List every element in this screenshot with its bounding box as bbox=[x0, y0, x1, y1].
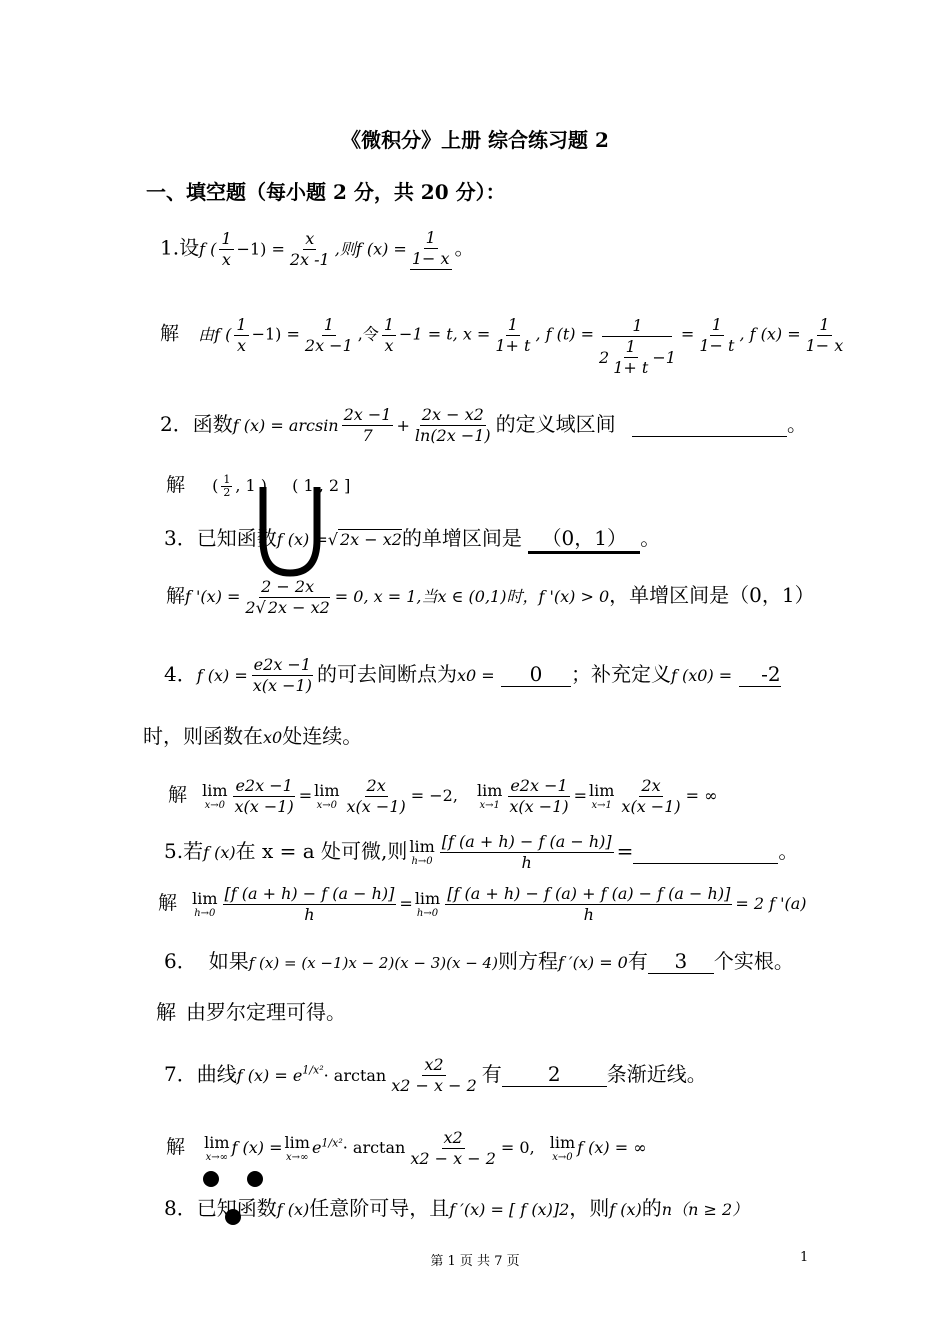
section-heading: 一、填空题（每小题 2 分，共 20 分）： bbox=[146, 180, 506, 204]
q6-label: 6． bbox=[164, 949, 197, 973]
s1-frac-c: $\frac{1}{x}$ bbox=[383, 314, 395, 355]
s7-eq: = 0, bbox=[500, 1138, 535, 1157]
q5-frac: $\frac{[f (a + h) - f (a - h)]}{h}$ bbox=[441, 832, 612, 872]
s1-p1: 由f ( bbox=[198, 324, 232, 344]
question-5 bbox=[164, 832, 798, 873]
s4-frac-b: $\frac{2x}{x(x -1)}$ bbox=[346, 776, 406, 816]
s3-label: 解 bbox=[166, 585, 186, 607]
dot-mark bbox=[247, 1171, 263, 1187]
q3-fx: f (x) = bbox=[276, 530, 328, 549]
question-2 bbox=[160, 405, 807, 446]
q2-frac-b: $\frac{2x - x2}{\ln(2x -1)}$ bbox=[414, 405, 491, 445]
q8-text1: 任意阶可导，且 bbox=[309, 1196, 450, 1220]
q7-text2: 有 bbox=[481, 1062, 502, 1086]
s3-eq: = 0, x = 1,当x ∈ (0,1)时， bbox=[334, 587, 539, 606]
s4-lim3: lim x→1 bbox=[477, 780, 503, 811]
q2-frac-a: $\frac{2x -1}{7}$ bbox=[343, 405, 392, 445]
q5-label: 5.若 bbox=[164, 839, 204, 863]
s1-label: 解 bbox=[160, 322, 180, 345]
s4-eq4: = ∞ bbox=[685, 786, 718, 805]
q8-cond: f ′(x) = [ f (x)]2 bbox=[449, 1200, 570, 1219]
s1-frac-d: $\frac{1}{1+ t}$ bbox=[495, 314, 531, 355]
q4-line2b: 处连续。 bbox=[282, 724, 363, 748]
s1-p2: −1) = bbox=[251, 324, 300, 344]
q6-text3: 有 bbox=[627, 949, 648, 973]
q4-semi: ；补充定义 bbox=[571, 662, 672, 686]
s7-lim3: lim x→0 bbox=[549, 1132, 576, 1163]
solution-3 bbox=[166, 577, 815, 618]
q7-mid: · arctan bbox=[323, 1066, 387, 1085]
s4-eq2: = −2, bbox=[410, 786, 458, 805]
s5-frac-b: $\frac{[f (a + h) - f (a) + f (a) - f (a - h)]}{h}$ bbox=[447, 884, 731, 924]
s4-lim2: lim x→0 bbox=[314, 780, 340, 811]
q7-label: 7．曲线 bbox=[164, 1062, 237, 1086]
s3-tail: ，单增区间是（0，1） bbox=[609, 583, 815, 607]
s4-eq3: = bbox=[573, 786, 588, 805]
q2-fx: f (x) = arcsin bbox=[232, 416, 339, 435]
question-7 bbox=[164, 1055, 707, 1096]
solution-5 bbox=[158, 884, 807, 925]
q5-answer-blank bbox=[633, 839, 778, 864]
s1-p6: = bbox=[680, 324, 695, 344]
s7-fx: f (x) = bbox=[231, 1138, 283, 1157]
q1-end: 。 bbox=[454, 235, 475, 260]
s4-frac-a: $\frac{e2x -1}{x(x -1)}$ bbox=[234, 776, 294, 816]
q3-end: 。 bbox=[640, 526, 661, 550]
page-footer: 第 1 页 共 7 页 bbox=[430, 1254, 520, 1269]
q8-text2: ，则 bbox=[569, 1196, 610, 1220]
s7-exp: 1/x² bbox=[321, 1136, 343, 1150]
question-4 bbox=[164, 655, 781, 696]
q7-frac: $\frac{x2}{x2 - x - 2}$ bbox=[391, 1055, 477, 1095]
q4-label: 4． bbox=[164, 662, 197, 686]
s2-open: ( bbox=[212, 476, 219, 495]
solution-6 bbox=[156, 996, 346, 1025]
s5-frac-a: $\frac{[f (a + h) - f (a - h)]}{h}$ bbox=[224, 884, 395, 924]
s2-label: 解 bbox=[166, 474, 186, 496]
solution-1 bbox=[160, 304, 848, 377]
s5-lim1: lim h→0 bbox=[192, 888, 218, 919]
q4-line2: 时，则函数在 bbox=[143, 724, 263, 748]
s7-label: 解 bbox=[166, 1136, 186, 1158]
s4-frac-d: $\frac{2x}{x(x -1)}$ bbox=[621, 776, 681, 816]
s1-frac-g: $\frac{1}{1- x}$ bbox=[805, 314, 844, 355]
q8-label: 8．已知函数 bbox=[164, 1196, 277, 1220]
q3-sqrt: √ 2x − x2 bbox=[327, 530, 402, 549]
q7-text3: 条渐近线。 bbox=[606, 1062, 707, 1086]
q6-eq: f ′(x) = 0 bbox=[557, 953, 628, 972]
q5-lim: lim h→0 bbox=[409, 836, 435, 867]
page-number: 1 bbox=[800, 1250, 809, 1265]
s4-eq1: = bbox=[298, 786, 313, 805]
s7-frac: $\frac{x2}{x2 - x - 2}$ bbox=[410, 1128, 496, 1168]
s7-mid: · arctan bbox=[342, 1138, 406, 1157]
s1-p5: , f (t) = bbox=[535, 324, 595, 344]
s5-label: 解 bbox=[158, 892, 178, 914]
question-3 bbox=[164, 522, 660, 554]
s5-lim2: lim h→0 bbox=[414, 888, 441, 919]
q6-text1: 如果 bbox=[208, 949, 249, 973]
q1-answer: $\frac{1}{1- x}$ bbox=[411, 228, 450, 268]
s1-frac-a: $\frac{1}{x}$ bbox=[236, 314, 247, 355]
question-8 bbox=[164, 1192, 748, 1221]
q7-fx: f (x) = e bbox=[236, 1066, 303, 1085]
q6-text2: 则方程 bbox=[497, 949, 558, 973]
s1-p3: ,令 bbox=[357, 324, 379, 344]
s7-e: e bbox=[311, 1138, 322, 1157]
s7-fx2: f (x) = ∞ bbox=[577, 1138, 647, 1157]
q8-text3: 的 bbox=[641, 1196, 662, 1220]
q2-label: 2．函数 bbox=[160, 412, 233, 436]
s3-frac: $\frac{2 - 2x}{2√ 2x - x2}$ bbox=[245, 577, 330, 617]
s4-frac-c: $\frac{e2x -1}{x(x -1)}$ bbox=[509, 776, 569, 816]
s4-lim1: lim x→0 bbox=[202, 780, 228, 811]
q1-frac-a: $\frac{1}{x}$ bbox=[221, 228, 232, 269]
q8-fx2: f (x) bbox=[609, 1200, 642, 1219]
s1-frac-f: $\frac{1}{1- t}$ bbox=[699, 314, 735, 355]
q4-fx: f (x) = bbox=[196, 666, 248, 685]
question-1 bbox=[160, 228, 475, 270]
q8-n: n（n ≥ 2） bbox=[661, 1200, 749, 1219]
q6-fx: f (x) = (x −1)x − 2)(x − 3)(x − 4) bbox=[248, 954, 498, 972]
q4-x0b: x0 bbox=[263, 728, 283, 747]
q5-fx: f (x) bbox=[203, 843, 236, 862]
q1-then: ,则f (x) = bbox=[334, 239, 407, 259]
q7-answer: 2 bbox=[502, 1062, 607, 1087]
s1-frac-e: 1 2 $\frac{1}{1+ t}$ −1 bbox=[599, 316, 676, 377]
q2-end: 。 bbox=[787, 412, 808, 436]
s2-rest2: ( 1 , 2 ] bbox=[292, 476, 351, 495]
q4-fx0: f (x0) = bbox=[671, 666, 733, 685]
s7-lim1: lim x→∞ bbox=[204, 1132, 230, 1163]
q3-answer: （0，1） bbox=[528, 522, 640, 554]
q1-label: 1.设 bbox=[160, 235, 200, 260]
page-title: 《微积分》上册 综合练习题 2 bbox=[341, 128, 609, 152]
q6-answer: 3 bbox=[648, 949, 714, 974]
s4-lim4: lim x→1 bbox=[589, 780, 615, 811]
q7-exp: 1/x² bbox=[302, 1063, 324, 1077]
q5-mid: 在 x = a 处可微,则 bbox=[235, 839, 408, 863]
s3-fp: f '(x) = bbox=[185, 587, 241, 606]
q2-tail: 的定义域区间 bbox=[495, 412, 616, 436]
solution-4 bbox=[168, 776, 717, 817]
q5-end: 。 bbox=[778, 839, 799, 863]
q4-x0: x0 = bbox=[456, 666, 495, 685]
q3-tail: 的单增区间是 bbox=[401, 526, 522, 550]
q4-frac: $\frac{e2x -1}{x(x -1)}$ bbox=[252, 655, 312, 695]
q1-mid: −1) = bbox=[236, 239, 285, 259]
question-4-line2 bbox=[143, 720, 362, 749]
q2-plus: + bbox=[396, 416, 410, 435]
q2-answer-blank bbox=[632, 412, 787, 437]
q4-tail: 的可去间断点为 bbox=[316, 662, 457, 686]
s6-label: 解 bbox=[156, 1000, 176, 1024]
s5-eq: = bbox=[399, 894, 413, 913]
q1-frac-b: $\frac{x}{2x -1}$ bbox=[289, 228, 330, 269]
q1-f: f ( bbox=[199, 239, 217, 259]
q3-label: 3．已知函数 bbox=[164, 526, 277, 550]
q6-text4: 个实根。 bbox=[713, 949, 794, 973]
s1-p4: −1 = t, x = bbox=[399, 324, 491, 344]
s2-rest1: , 1 ) bbox=[235, 476, 268, 495]
s3-cond: f '(x) > 0 bbox=[538, 587, 610, 606]
s2-half: $\frac{1}{2}$ bbox=[223, 473, 231, 499]
question-6 bbox=[164, 945, 794, 974]
s5-res: = 2 f '(a) bbox=[735, 894, 807, 913]
s7-lim2: lim x→∞ bbox=[284, 1132, 310, 1163]
dot-mark bbox=[203, 1171, 219, 1187]
solution-7 bbox=[166, 1128, 647, 1169]
q5-eq: = bbox=[616, 839, 634, 863]
s4-label: 解 bbox=[168, 784, 188, 806]
q4-answer1: 0 bbox=[501, 662, 571, 687]
q8-fx: f (x) bbox=[276, 1200, 310, 1219]
q4-answer2: -2 bbox=[739, 662, 781, 687]
s1-frac-b: $\frac{1}{2x -1}$ bbox=[304, 314, 353, 355]
s1-p7: , f (x) = bbox=[739, 324, 801, 344]
s6-text: 由罗尔定理可得。 bbox=[186, 1000, 346, 1024]
